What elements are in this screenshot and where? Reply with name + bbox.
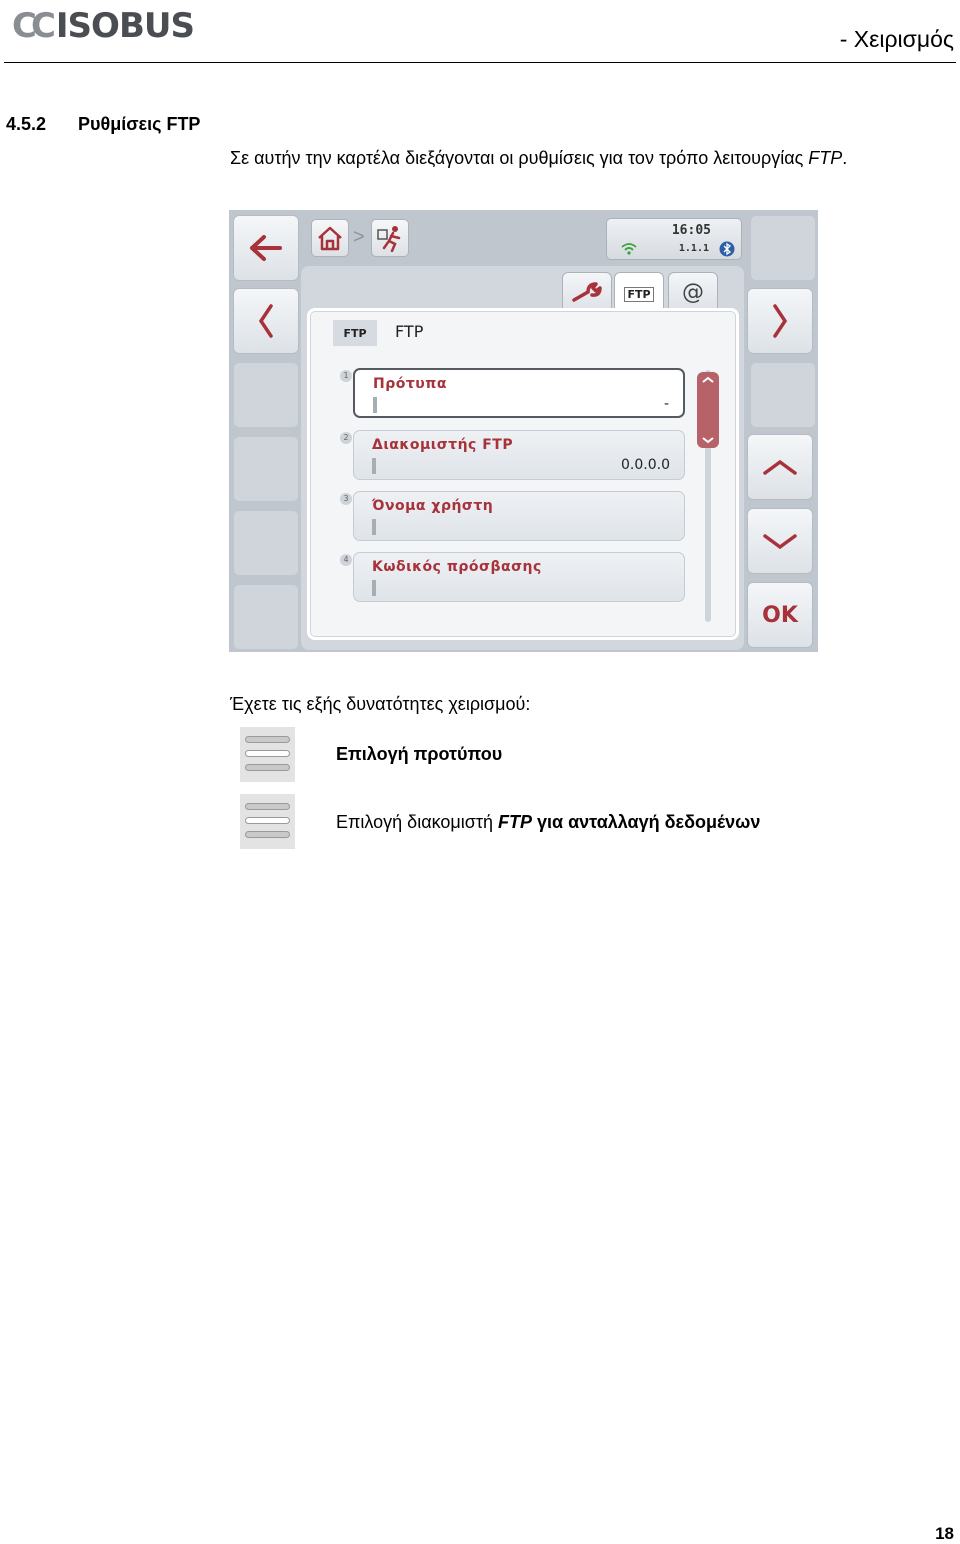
breadcrumb-separator: > [353,226,365,248]
field-cursor-bar [373,397,377,413]
select-template-icon [240,727,295,782]
field-cursor-bar [372,580,376,596]
back-button[interactable] [233,215,299,281]
field-label: Όνομα χρήστη [372,498,494,514]
field-templates[interactable] [353,368,685,418]
previous-tab-button[interactable] [233,288,299,354]
empty-softkey-1 [233,362,299,428]
wifi-icon [621,243,637,255]
field-label: Διακομιστής FTP [372,437,514,453]
chevron-down-icon [762,532,798,550]
section-intro [230,148,847,169]
page-number: 18 [935,1524,954,1543]
chevron-right-icon [770,303,790,339]
field-password[interactable] [353,552,685,602]
field-value: 0.0.0.0 [621,457,670,473]
wrench-icon [571,280,603,304]
scrollbar-thumb[interactable] [697,372,719,448]
option-select-server [336,812,760,833]
options-intro: Έχετε τις εξής δυνατότητες χειρισμού: [230,694,531,714]
chevron-up-icon [701,376,715,384]
empty-softkey-3 [233,510,299,576]
app-button[interactable] [371,219,409,257]
option-text-plain: Επιλογή διακομιστή [336,812,498,832]
empty-softkey-top-right [750,215,816,281]
next-tab-button[interactable] [747,288,813,354]
arrow-left-icon [248,233,284,263]
isobus-logo [12,6,194,46]
section-title: Ρυθμίσεις FTP [78,114,201,134]
home-icon [316,225,344,251]
logo-cc-mark: CC [12,6,50,46]
field-cursor-bar [372,519,376,535]
field-number: 4 [340,554,352,566]
field-number: 2 [340,432,352,444]
panel-ftp-icon: FTP [333,320,377,346]
option-text-italic: FTP [498,812,532,832]
tab-ftp-label: FTP [624,287,653,302]
chevron-up-icon [762,458,798,476]
list-bar-icon [245,817,290,824]
field-number: 1 [340,370,352,382]
panel-title: FTP [395,322,424,341]
running-person-icon [375,224,405,252]
bluetooth-icon [719,241,735,257]
option-text-bold: για ανταλλαγή δεδομένων [532,812,761,832]
list-bar-icon [245,736,290,743]
field-number: 3 [340,493,352,505]
list-bar-icon [245,803,290,810]
section-number: 4.5.2 [6,114,47,134]
tab-mail[interactable] [668,272,718,312]
intro-end: . [842,148,848,168]
intro-text: Σε αυτήν την καρτέλα διεξάγονται οι ρυθμίσεις για τον τρόπο λειτουργίας [230,148,809,168]
field-label: Κωδικός πρόσβασης [372,559,542,575]
list-bar-icon [245,750,290,757]
terminal-screenshot [229,210,818,652]
tab-settings[interactable] [562,272,612,312]
header-divider [4,62,956,63]
intro-italic: FTP [808,148,843,168]
chevron-down-icon [701,436,715,444]
select-server-icon [240,794,295,849]
chapter-title: - Χειρισμός [839,26,954,52]
field-cursor-bar [372,458,376,474]
list-bar-icon [245,764,290,771]
clock-time: 16:05 [671,223,711,238]
status-box [606,218,742,260]
ok-label: OK [762,602,798,628]
option-select-template: Επιλογή προτύπου [336,744,503,764]
empty-softkey-5 [750,362,816,428]
chevron-left-icon [256,303,276,339]
empty-softkey-2 [233,436,299,502]
ok-button[interactable] [747,582,813,648]
field-ftp-server[interactable] [353,430,685,480]
software-version: 1.1.1 [678,243,709,254]
field-username[interactable] [353,491,685,541]
field-value: - [663,396,669,412]
logo-wordmark: ISOBUS [55,6,194,46]
field-label: Πρότυπα [373,376,447,392]
home-button[interactable] [311,219,349,257]
at-sign-icon: @ [682,279,704,305]
list-bar-icon [245,831,290,838]
scroll-down-button[interactable] [747,508,813,574]
scroll-up-button[interactable] [747,434,813,500]
empty-softkey-4 [233,584,299,650]
